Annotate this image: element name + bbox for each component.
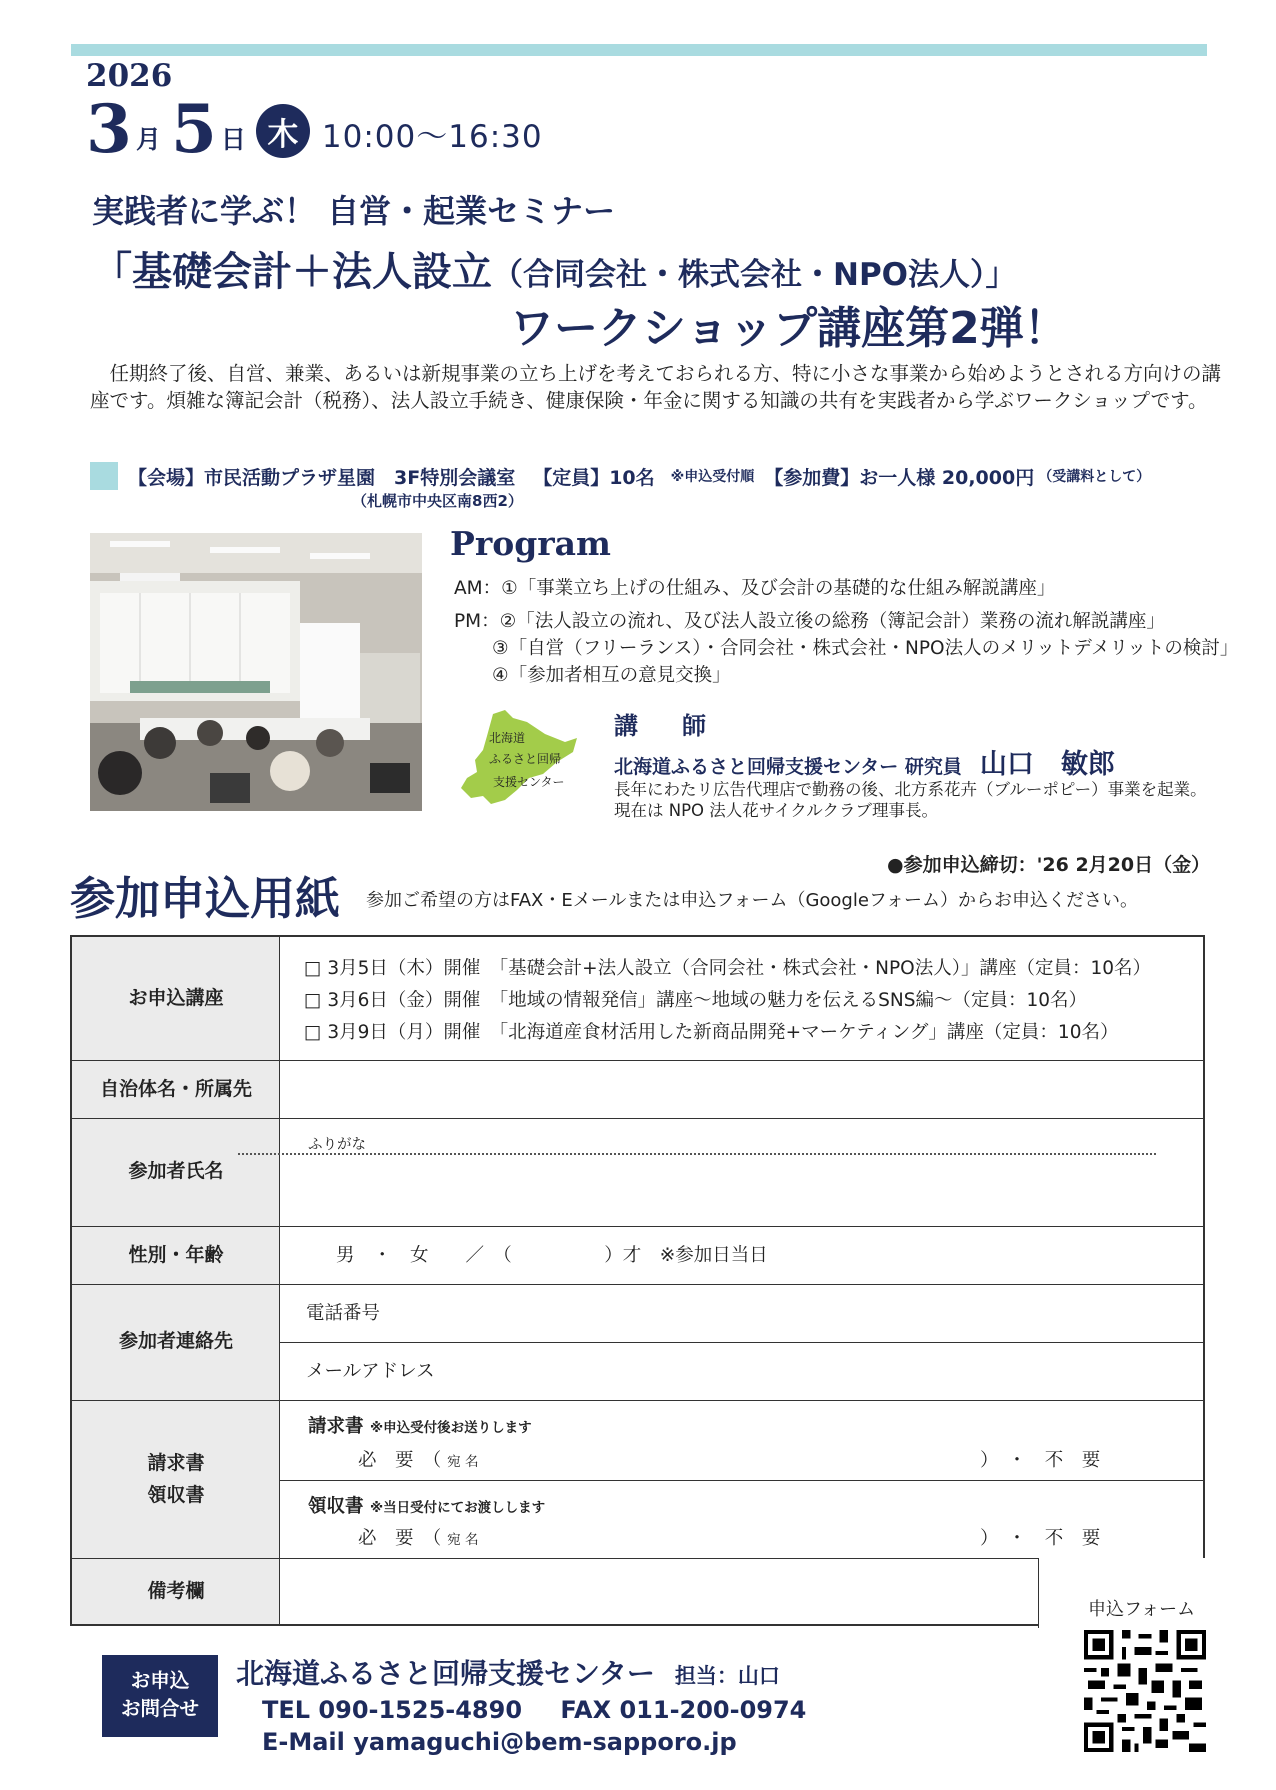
course-option-2[interactable]: □ 3月6日（金）開催 「地域の情報発信」講座～地域の魅力を伝えるSNS編～（定員：10名） (304, 990, 1088, 1011)
fee-text: 【参加費】お一人様 20,000円 (764, 466, 1035, 489)
intro-text: 任期終了後、自営、兼業、あるいは新規事業の立ち上げを考えておられる方、特に小さな事業から始めようとされる方向けの講座です。煩雑な簿記会計（税務）、法人設立手続き、健康保険・年金に関する知識の共有を実践者から学ぶワークショップです。 (90, 362, 1222, 412)
label-org: 自治体名・所属先 (99, 1078, 252, 1100)
lecturer-bio: 長年にわたリ広告代理店で勤務の後、北方系花卉（ブルーポピー）事業を起業。現在は NPO 法人花サイクルクラブ理事長。 (614, 780, 1207, 820)
contact-org: 北海道ふるさと回帰支援センター (236, 1657, 655, 1690)
invoice-need[interactable]: 必 要 （ 宛 名 (358, 1450, 479, 1471)
form-title: 参加申込用紙 (70, 872, 341, 925)
label-receipt: 領収書 (147, 1484, 205, 1506)
invoice-note: ※申込受付後お送りします (369, 1420, 532, 1436)
lecturer-heading: 講 師 (614, 712, 716, 740)
receipt-need[interactable]: 必 要 （ 宛 名 (358, 1528, 479, 1549)
contact-tel[interactable]: TEL 090-1525-4890 (262, 1696, 523, 1724)
venue-address: （札幌市中央区南8西2） (352, 492, 523, 510)
furigana-label: ふりがな (308, 1137, 366, 1153)
invoice-addressee: 宛 名 (447, 1454, 479, 1470)
event-date (86, 90, 543, 168)
receipt-addressee: 宛 名 (447, 1532, 479, 1548)
label-gender-age: 性別・年齢 (128, 1244, 224, 1266)
row-divider (280, 1480, 1203, 1481)
program-item-2: PM：②「法人設立の流れ、及び法人設立後の総務（簿記会計）業務の流れ解説講座」 (454, 611, 1165, 632)
label-contact: 参加者連絡先 (118, 1330, 233, 1352)
lecturer-line (614, 742, 1115, 781)
course-option-1[interactable]: □ 3月5日（木）開催 「基礎会計+法人設立（合同会社・株式会社・NPO法人）」講座（定員：10名） (304, 958, 1152, 979)
qr-label: 申込フォーム (1088, 1599, 1196, 1620)
contact-org-line (236, 1652, 780, 1692)
venue-line (90, 462, 1160, 490)
label-name: 参加者氏名 (128, 1160, 224, 1182)
capacity-text: 【定員】10名 (533, 466, 655, 489)
row-divider (72, 1284, 1203, 1285)
contact-box (102, 1655, 218, 1737)
phone-label: 電話番号 (306, 1303, 381, 1324)
form-label-column (72, 937, 280, 1624)
contact-box-line-1: お申込 (130, 1669, 190, 1692)
day-unit: 日 (220, 125, 246, 154)
event-day: 5 (170, 90, 217, 168)
program-item-3: ③「自営（フリーランス）・合同会社・株式会社・NPO法人のメリットデメリットの検討」 (492, 638, 1239, 659)
capacity-note: ※申込受付順 (670, 469, 755, 485)
month-unit: 月 (135, 125, 161, 154)
receipt-not-needed[interactable]: ） ・ 不 要 (980, 1528, 1101, 1549)
application-form (70, 935, 1205, 1626)
label-remarks: 備考欄 (147, 1580, 205, 1602)
program-item-4: ④「参加者相互の意見交換」 (492, 665, 731, 686)
map-label-3: 支援センター (493, 775, 565, 789)
contact-box-line-2: お問合せ (120, 1697, 199, 1720)
row-divider (72, 1118, 1203, 1119)
program-title: Program (450, 524, 611, 563)
receipt-title: 領収書 ※当日受付にてお渡しします (308, 1496, 546, 1517)
event-time: 10:00～16:30 (321, 119, 543, 155)
contact-person: 担当：山口 (674, 1664, 780, 1688)
label-course: お申込講座 (128, 987, 224, 1009)
venue-marker (90, 462, 118, 490)
venue-text: 【会場】市民活動プラザ星園 3F特別会議室 (128, 466, 516, 489)
contact-email[interactable]: E-Mail yamaguchi@bem-sapporo.jp (262, 1728, 737, 1756)
row-divider (72, 1558, 1203, 1559)
invoice-not-needed[interactable]: ） ・ 不 要 (980, 1450, 1101, 1471)
program-item-1: AM：①「事業立ち上げの仕組み、及び会計の基礎的な仕組み解説講座」 (454, 578, 1056, 599)
contact-fax: FAX 011-200-0974 (560, 1696, 807, 1724)
map-label-1: 北海道 (489, 731, 526, 745)
label-invoice: 請求書 (147, 1452, 205, 1474)
subtitle: 実践者に学ぶ！ 自営・起業セミナー (92, 192, 616, 230)
form-description: 参加ご希望の方はFAX・Eメールまたは申込フォーム（Googleフォーム）からお申込ください。 (366, 890, 1139, 911)
row-divider (72, 1400, 1203, 1401)
furigana-dotted-line (238, 1153, 1156, 1155)
map-label-2: ふるさと回帰 (489, 752, 562, 766)
weekday-badge: 木 (256, 104, 310, 158)
seminar-photo (90, 533, 422, 811)
title-paren: （合同会社・株式会社・NPO法人）」 (492, 257, 1017, 293)
event-month: 3 (86, 90, 132, 168)
application-deadline: ●参加申込締切：'26 2月20日（金） (887, 854, 1211, 876)
row-divider (72, 1226, 1203, 1227)
course-option-3[interactable]: □ 3月9日（月）開催 「北海道産食材活用した新商品開発+マーケティング」講座（定員：10名） (304, 1022, 1119, 1043)
invoice-title: 請求書 ※申込受付後お送りします (308, 1416, 532, 1437)
title-line-2: ワークショップ講座第2弾！ (510, 303, 1068, 354)
fee-note: （受講料として） (1038, 469, 1151, 485)
receipt-note: ※当日受付にてお渡しします (369, 1500, 546, 1516)
email-label: メールアドレス (306, 1361, 435, 1382)
lecturer-name: 山口 敏郎 (979, 749, 1115, 780)
row-divider (280, 1342, 1203, 1343)
lecturer-org: 北海道ふるさと回帰支援センター 研究員 (614, 756, 962, 778)
top-accent-bar (71, 44, 1207, 56)
title-main: 「基礎会計＋法人設立 (92, 249, 492, 295)
title-line-1 (92, 240, 1017, 297)
gender-age-field[interactable]: 男 ・ 女 ／ （ ）才 ※参加日当日 (336, 1245, 768, 1266)
qr-code[interactable] (1084, 1630, 1206, 1752)
row-divider (72, 1060, 1203, 1061)
contact-phone-line (262, 1696, 806, 1724)
hokkaido-map-logo (453, 708, 583, 808)
event-year: 2026 (86, 58, 173, 94)
